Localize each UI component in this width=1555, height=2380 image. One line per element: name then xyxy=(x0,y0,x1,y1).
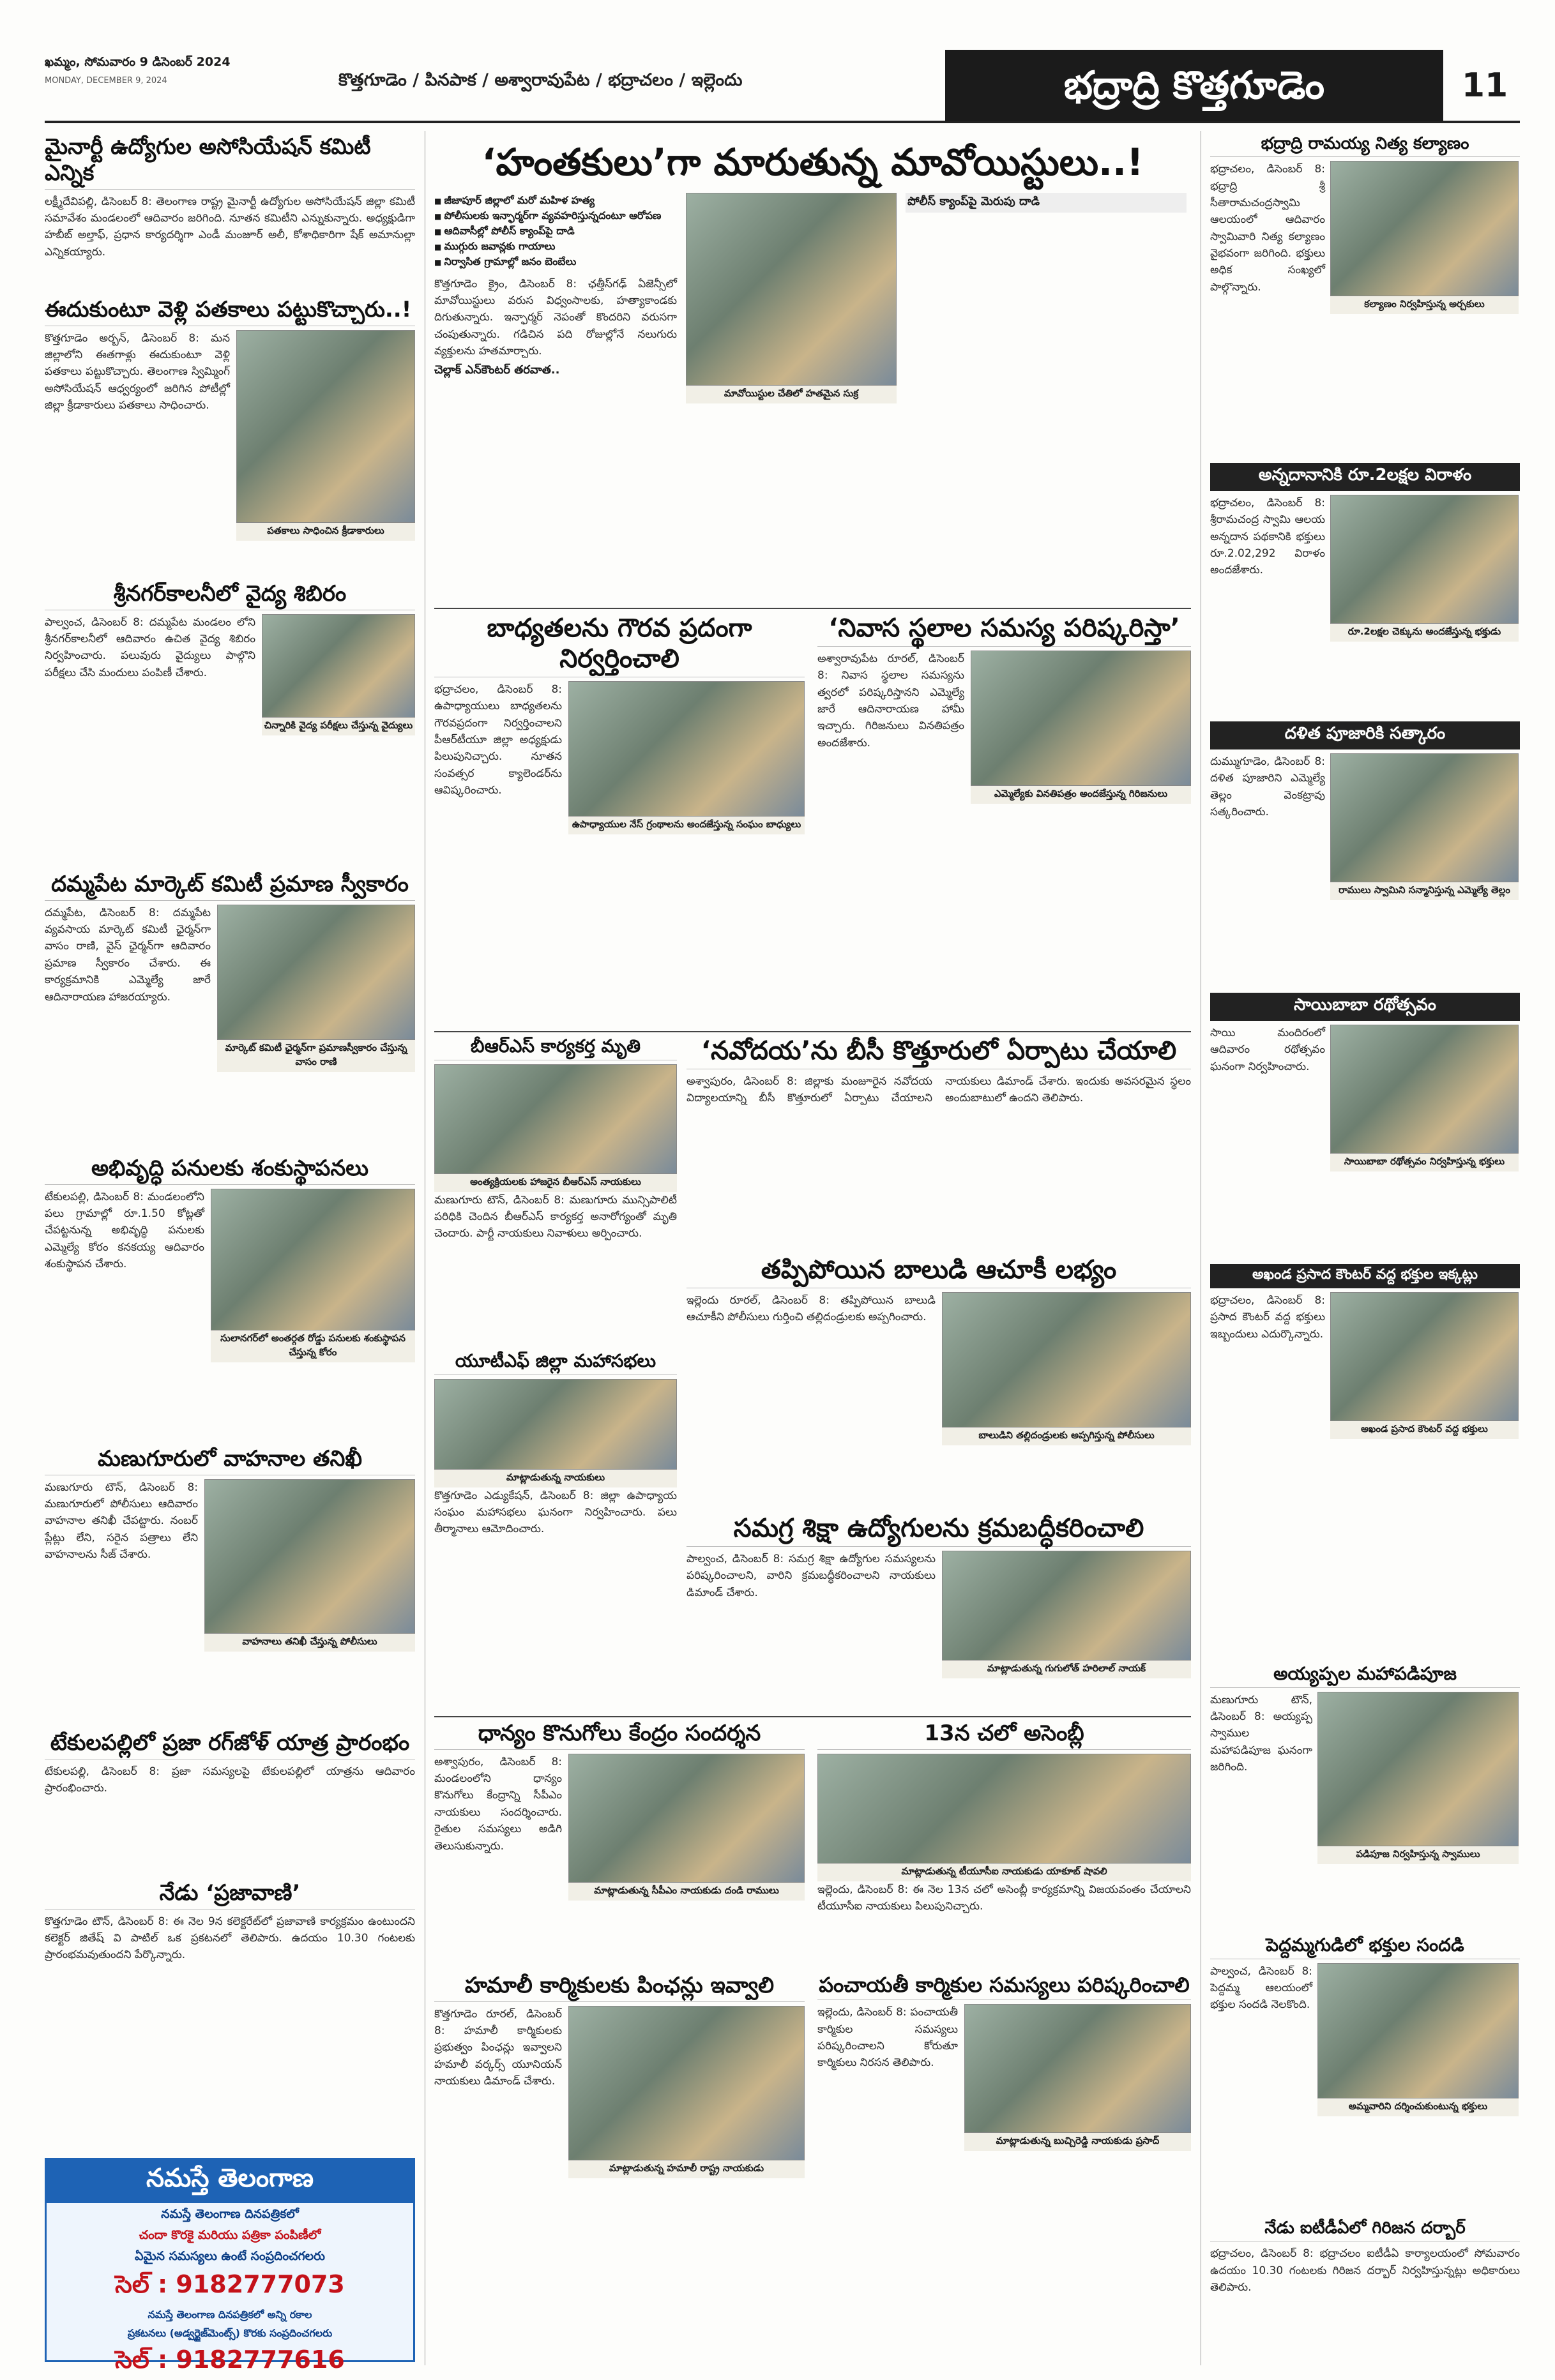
article-body: కొత్తగూడెం రూరల్, డిసెంబర్ 8: హమాలీ కార్మికులకు ప్రభుత్వం పింఛన్లు ఇవ్వాలని హమాలీ వర్కర్స్ యూనియన్ నాయకులు డిమాండ్ చేశారు. xyxy=(434,2007,562,2088)
subheading: చెల్లాక్ ఎన్‌కౌంటర్ తరవాత.. xyxy=(434,363,560,377)
photo-caption: మాట్లాడుతున్న టీయూసీఐ నాయకుడు యాకూబ్ షావలి xyxy=(817,1864,1191,1881)
headline: ఈదుకుంటూ వెళ్లి పతకాలు పట్టుకొచ్చారు..! xyxy=(45,297,415,326)
ad-phone: సెల్ : 9182777616 xyxy=(115,2346,345,2374)
headline: అభివృద్ధి పనులకు శంకుస్థాపనలు xyxy=(45,1156,415,1185)
article-vehicle-check xyxy=(45,1446,415,1727)
samagra-shiksha-photo xyxy=(942,1551,1191,1661)
headline: శ్రీనగర్‌కాలనీలో వైద్య శిబిరం xyxy=(45,581,415,610)
chalo-assembly-photo xyxy=(817,1754,1191,1864)
headline: ‘నివాస స్థలాల సమస్య పరిష్కరిస్తా’ xyxy=(817,613,1191,647)
headline: మణుగూరులో వాహనాల తనిఖీ xyxy=(45,1446,415,1475)
article-hamali-pensions xyxy=(434,1973,805,2362)
headline: సమగ్ర శిక్షా ఉద్యోగులను క్రమబద్ధీకరించాలి xyxy=(686,1513,1191,1547)
article-teachers-duties xyxy=(434,613,805,1028)
photo-caption: పతకాలు సాధించిన క్రీడాకారులు xyxy=(236,523,415,541)
headline: టేకులపల్లిలో ప్రజా రగ్‌జోళ్ యాత్ర ప్రారంభం xyxy=(45,1730,415,1759)
section-divider xyxy=(434,1031,1191,1032)
photo-caption: అంత్యక్రియలకు హాజరైన బీఆర్ఎస్ నాయకులు xyxy=(434,1174,677,1192)
headline: దళిత పూజారికి సత్కారం xyxy=(1210,721,1520,749)
padipuja-photo xyxy=(1317,1692,1519,1846)
article-body: ఇల్లెందు, డిసెంబర్ 8: పంచాయతీ కార్మికుల సమస్యలు పరిష్కరించాలని కోరుతూ కార్మికులు నిరసన తెలిపారు. xyxy=(817,2006,958,2070)
photo-caption: మాట్లాడుతున్న నాయకులు xyxy=(434,1470,677,1488)
ad-text: నమస్తే తెలంగాణ దినపత్రికలో అన్ని రకాల xyxy=(148,2308,312,2321)
headline: తప్పిపోయిన బాలుడి ఆచూకీ లభ్యం xyxy=(686,1254,1191,1288)
headline: 13న చలో అసెంబ్లీ xyxy=(817,1721,1191,1750)
article-body: భద్రాచలం, డిసెంబర్ 8: భద్రాద్రి శ్రీ సీతారామచంద్రస్వామి ఆలయంలో ఆదివారం స్వామివారి నిత్య కల్యాణం వైభవంగా జరిగింది. భక్తులు అధిక సంఖ్యలో పాల్గొన్నారు. xyxy=(1210,163,1325,294)
article-body: అశ్వాపురం, డిసెంబర్ 8: జిల్లాకు మంజూరైన నవోదయ విద్యాలయాన్ని బీసీ కొత్తూరులో ఏర్పాటు చేయాలని నాయకులు డిమాండ్ చేశారు. ఇందుకు అవసరమైన స్థలం అందుబాటులో ఉందని తెలిపారు. xyxy=(686,1075,1191,1105)
photo-caption: వాహనాలు తనిఖీ చేస్తున్న పోలీసులు xyxy=(204,1634,415,1652)
article-dalit-priest xyxy=(1210,721,1520,990)
article-grain-procurement xyxy=(434,1721,805,1970)
tribute-photo xyxy=(434,1064,677,1174)
headline: నేడు ఐటీడీఏలో గిరిజన దర్బార్ xyxy=(1210,2218,1520,2241)
edition-places: కొత్తగూడెం / పినపాక / అశ్వారావుపేట / భద్రాచలం / ఇల్లెందు xyxy=(338,70,743,90)
lead-photo xyxy=(686,193,897,386)
photo-caption: అఖండ ప్రసాద కౌంటర్ వద్ద భక్తులు xyxy=(1330,1421,1519,1439)
highlight-item: ■ ఆదివాసీల్లో పోలీస్ క్యాంప్‌పై దాడి xyxy=(434,223,677,239)
article-body: లక్ష్మీదేవిపల్లి, డిసెంబర్ 8: తెలంగాణ రాష్ట్ర మైనార్టీ ఉద్యోగుల అసోసియేషన్ జిల్లా కమిటీ సమావేశం మండలంలో ఆదివారం జరిగింది. నూతన కమిటీని ఎన్నుకున్నారు. అధ్యక్షుడిగా హబీబ్ అల్తాఫ్, ప్రధాన కార్యదర్శిగా ఎండీ మంజూర్ అలీ, కోశాధికారిగా షేక్ అమానుల్లా ఎన్నికయ్యారు. xyxy=(45,195,415,259)
date-telugu: ఖమ్మం, సోమవారం 9 డిసెంబర్ 2024 xyxy=(45,55,231,69)
lead-highlights xyxy=(434,193,677,269)
photo-caption: మాట్లాడుతున్న సీపీఎం నాయకుడు దండి రాములు xyxy=(568,1883,805,1901)
photo-caption: మార్కెట్ కమిటీ ఛైర్మన్‌గా ప్రమాణస్వీకారం చేస్తున్న వాసం రాణి xyxy=(217,1040,415,1072)
article-yatra xyxy=(45,1730,415,1877)
headline: సాయిబాబా రథోత్సవం xyxy=(1210,993,1520,1021)
panchayat-workers-photo xyxy=(964,2004,1191,2133)
photo-caption: మాట్లాడుతున్న బుచ్చిరెడ్డి నాయకుడు ప్రసాద్ xyxy=(964,2133,1191,2151)
subscription-ad xyxy=(45,2158,415,2374)
photo-caption: కల్యాణం నిర్వహిస్తున్న అర్చకులు xyxy=(1330,296,1519,314)
article-nitya-kalyanam xyxy=(1210,134,1520,460)
article-body: పాల్వంచ, డిసెంబర్ 8: దమ్మపేట మండలం లోని శ్రీనగర్‌కాలనీలో ఆదివారం ఉచిత వైద్య శిబిరం నిర్వహించారు. పలువురు వైద్యులు పాల్గొని పరీక్షలు చేసి మందులు పంపిణీ చేశారు. xyxy=(45,615,255,679)
article-ayyappa-puja xyxy=(1210,1663,1520,1931)
subheading: పోలీస్ క్యాంప్‌పై మెరుపు దాడి xyxy=(906,193,1187,213)
photo-caption: మాట్లాడుతున్న గుగులోత్ హరిలాల్ నాయక్ xyxy=(942,1661,1191,1678)
article-body: కొత్తగూడెం క్రైం, డిసెంబర్ 8: ఛత్తీస్‌గఢ్ ఏజెన్సీలో మావోయిస్టులు వరుస విధ్వంసాలకు, హత్యాకాండకు దిగుతున్నారు. ఇన్ఫార్మర్ నెపంతో కొందరిని వరుసగా చంపుతున్నారు. గడిచిన పది రోజుల్లోనే నలుగురు వ్యక్తులను హతమార్చారు. xyxy=(434,277,677,358)
article-body: మణుగూరు టౌన్, డిసెంబర్ 8: అయ్యప్ప స్వాముల మహాపడిపూజ ఘనంగా జరిగింది. xyxy=(1210,1693,1312,1774)
headline: అఖండ ప్రసాద కౌంటర్ వద్ద భక్తుల ఇక్కట్లు xyxy=(1210,1264,1520,1288)
swimmers-photo xyxy=(236,330,415,523)
headline: ‘నవోదయ’ను బీసీ కొత్తూరులో ఏర్పాటు చేయాలి xyxy=(686,1036,1191,1069)
headline: అన్నదానానికి రూ.2లక్షల విరాళం xyxy=(1210,463,1520,491)
housing-plots-photo xyxy=(971,651,1191,786)
article-chalo-assembly xyxy=(817,1721,1191,1970)
page-title: భద్రాద్రి కొత్తగూడెం xyxy=(945,50,1443,121)
highlight-item: ■ ముగ్గురు జవాన్లకు గాయాలు xyxy=(434,239,677,254)
article-prajavani xyxy=(45,1880,415,2008)
article-development-works xyxy=(45,1156,415,1443)
ad-phone: సెల్ : 9182777073 xyxy=(115,2270,345,2298)
medical-camp-photo xyxy=(262,614,415,718)
article-body: అశ్వారావుపేట రూరల్, డిసెంబర్ 8: నివాస స్థలాల సమస్యను త్వరలో పరిష్కరిస్తానని ఎమ్మెల్యే జారే ఆదినారాయణ హామీ ఇచ్చారు. గిరిజనులు వినతిపత్రం అందజేశారు. xyxy=(817,652,964,749)
headline: భద్రాద్రి రామయ్య నిత్య కల్యాణం xyxy=(1210,134,1520,157)
headline: పంచాయతీ కార్మికుల సమస్యలు పరిష్కరించాలి xyxy=(817,1973,1191,2000)
rathotsavam-photo xyxy=(1330,1025,1519,1154)
highlight-item: ■ జీజాపూర్ జిల్లాలో మరో మహిళ హత్య xyxy=(434,193,677,208)
section-divider xyxy=(434,1716,1191,1717)
photo-caption: రూ.2లక్షల చెక్కును అందజేస్తున్న భక్తుడు xyxy=(1330,624,1519,642)
headline: దమ్మపేట మార్కెట్ కమిటీ ప్రమాణ స్వీకారం xyxy=(45,871,415,901)
article-body: పాల్వంచ, డిసెంబర్ 8: పెద్దమ్మ ఆలయంలో భక్తుల సందడి నెలకొంది. xyxy=(1210,1964,1312,2012)
headline: నేడు ‘ప్రజావాణి’ xyxy=(45,1880,415,1909)
donation-photo xyxy=(1330,495,1519,624)
conference-photo xyxy=(434,1379,677,1470)
article-utf-conference xyxy=(434,1350,677,1708)
photo-caption: రాములు స్వామిని సన్మానిస్తున్న ఎమ్మెల్యే తెల్లం xyxy=(1330,882,1519,900)
article-market-committee xyxy=(45,871,415,1152)
headline: అయ్యప్పల మహాపడిపూజ xyxy=(1210,1663,1520,1688)
article-body: సాయి మందిరంలో ఆదివారం రథోత్సవం ఘనంగా నిర్వహించారు. xyxy=(1210,1027,1325,1073)
highlight-item: ■ నిర్వాసిత గ్రామాల్లో జనం బెంబేలు xyxy=(434,254,677,269)
lead-headline: ‘హంతకులు’గా మారుతున్న మావోయిస్టులు..! xyxy=(482,140,1144,184)
ad-text: ప్రకటనలు (అడ్వర్టైజ్‌మెంట్స్) కొరకు సంప్రదించగలరు xyxy=(127,2327,333,2339)
article-body: భద్రాచలం, డిసెంబర్ 8: ఉపాధ్యాయులు బాధ్యతలను గౌరవప్రదంగా నిర్వర్తించాలని పీఆర్‌టీయూ జిల్లా అధ్యక్షుడు పిలుపునిచ్చారు. నూతన సంవత్సర క్యాలెండర్‌ను ఆవిష్కరించారు. xyxy=(434,683,562,797)
article-body: కొత్తగూడెం ఎడ్యుకేషన్, డిసెంబర్ 8: జిల్లా ఉపాధ్యాయ సంఘం మహాసభలు ఘనంగా నిర్వహించారు. పలు తీర్మానాలు ఆమోదించారు. xyxy=(434,1489,677,1536)
article-missing-boy xyxy=(686,1254,1191,1510)
hamali-workers-photo xyxy=(568,2006,805,2160)
ad-text: చందా కొరకై మరియు పత్రికా పంపిణీలో xyxy=(139,2228,321,2242)
photo-caption: పడిపూజ నిర్వహిస్తున్న స్వాములు xyxy=(1317,1846,1519,1864)
development-works-photo xyxy=(211,1189,415,1330)
article-brs-worker-death xyxy=(434,1036,677,1348)
teachers-photo xyxy=(568,681,805,817)
grain-center-photo xyxy=(568,1754,805,1883)
article-medical-camp xyxy=(45,581,415,868)
article-body: భద్రాచలం, డిసెంబర్ 8: ప్రసాద కౌంటర్ వద్ద భక్తులు ఇబ్బందులు ఎదుర్కొన్నారు. xyxy=(1210,1294,1325,1341)
kalyanam-photo xyxy=(1330,161,1519,296)
article-navodaya xyxy=(686,1036,1191,1253)
photo-caption: ఎమ్మెల్యేకు వినతిపత్రం అందజేస్తున్న గిరిజనులు xyxy=(971,786,1191,804)
headline: పెద్దమ్మగుడిలో భక్తుల సందడి xyxy=(1210,1934,1520,1959)
headline: బీఆర్ఎస్ కార్యకర్త మృతి xyxy=(434,1036,677,1060)
article-body: కొత్తగూడెం అర్బన్, డిసెంబర్ 8: మన జిల్లాలోని ఈతగాళ్లు ఈదుకుంటూ వెళ్లి పతకాలు పట్టుకొచ్చారు. తెలంగాణ స్విమ్మింగ్ అసోసియేషన్ ఆధ్వర్యంలో జరిగిన పోటీల్లో జిల్లా క్రీడాకారులు పతకాలు సాధించారు. xyxy=(45,331,230,412)
article-swimmers xyxy=(45,297,415,578)
article-panchayat-workers xyxy=(817,1973,1191,2362)
article-body: అశ్వాపురం, డిసెంబర్ 8: మండలంలోని ధాన్యం కొనుగోలు కేంద్రాన్ని సీపీఎం నాయకులు సందర్శించారు. రైతుల సమస్యలు అడిగి తెలుసుకున్నారు. xyxy=(434,1755,562,1853)
photo-caption: సులానగర్‌లో అంతర్గత రోడ్డు పనులకు శంకుస్థాపన చేస్తున్న కోరం xyxy=(211,1330,415,1362)
article-peddamma-temple xyxy=(1210,1934,1520,2215)
page-number: 11 xyxy=(1461,66,1508,105)
prasadam-counter-photo xyxy=(1330,1292,1519,1421)
article-annadanam-donation xyxy=(1210,463,1520,718)
article-body: భద్రాచలం, డిసెంబర్ 8: భద్రాచలం ఐటీడీఏ కార్యాలయంలో సోమవారం ఉదయం 10.30 గంటలకు గిరిజన దర్బార్ నిర్వహిస్తున్నట్లు అధికారులు తెలిపారు. xyxy=(1210,2247,1520,2294)
ad-text: నమస్తే తెలంగాణ దినపత్రికలో xyxy=(161,2207,299,2221)
headline: బాధ్యతలను గౌరవ ప్రదంగా నిర్వర్తించాలి xyxy=(434,613,805,677)
article-saibaba-rathotsavam xyxy=(1210,993,1520,1261)
article-body: భద్రాచలం, డిసెంబర్ 8: శ్రీరామచంద్ర స్వామి ఆలయ అన్నదాన పథకానికి భక్తులు రూ.2.02,292 విరాళం అందజేశారు. xyxy=(1210,497,1325,577)
article-body: మణుగూరు టౌన్, డిసెంబర్ 8: మణుగూరులో పోలీసులు ఆదివారం వాహనాల తనిఖీ చేపట్టారు. నంబర్ ప్లేట్లు లేని, సరైన పత్రాలు లేని వాహనాలను సీజ్ చేశారు. xyxy=(45,1480,198,1562)
headline: మైనార్టీ ఉద్యోగుల అసోసియేషన్ కమిటీ ఎన్నిక xyxy=(45,134,415,190)
article-body: దుమ్ముగూడెం, డిసెంబర్ 8: దళిత పూజారిని ఎమ్మెల్యే తెల్లం వెంకట్రావు సత్కరించారు. xyxy=(1210,755,1325,819)
article-body: ఇల్లెందు రూరల్, డిసెంబర్ 8: తప్పిపోయిన బాలుడి ఆచూకీని పోలీసులు గుర్తించి తల్లిదండ్రులకు అప్పగించారు. xyxy=(686,1294,936,1324)
date-english: MONDAY, DECEMBER 9, 2024 xyxy=(45,76,167,86)
article-body: కొత్తగూడెం టౌన్, డిసెంబర్ 8: ఈ నెల 9న కలెక్టరేట్‌లో ప్రజావాణి కార్యక్రమం ఉంటుందని కలెక్టర్ జితేష్ వి పాటిల్ ఒక ప్రకటనలో తెలిపారు. ఉదయం 10.30 గంటలకు ప్రారంభమవుతుందని పేర్కొన్నారు. xyxy=(45,1915,415,1962)
photo-caption: సాయిబాబా రథోత్సవం నిర్వహిస్తున్న భక్తులు xyxy=(1330,1154,1519,1171)
article-samagra-shiksha xyxy=(686,1513,1191,1711)
headline: యూటీఎఫ్ జిల్లా మహాసభలు xyxy=(434,1350,677,1375)
article-prasadam-counter xyxy=(1210,1264,1520,1660)
article-body: దమ్మపేట, డిసెంబర్ 8: దమ్మపేట వ్యవసాయ మార్కెట్ కమిటీ ఛైర్మన్‌గా వాసం రాణి, వైస్ ఛైర్మన్‌గా ఆదివారం ప్రమాణ స్వీకారం చేశారు. ఈ కార్యక్రమానికి ఎమ్మెల్యే జారే ఆదినారాయణ హాజరయ్యారు. xyxy=(45,906,211,1004)
lead-article-maoists xyxy=(434,140,1191,606)
peddamma-temple-photo xyxy=(1317,1963,1519,2098)
article-housing-plots xyxy=(817,613,1191,1028)
article-body: మణుగూరు టౌన్, డిసెంబర్ 8: మణుగూరు మున్సిపాలిటీ పరిధికి చెందిన బీఆర్ఎస్ కార్యకర్త అనారోగ్యంతో మృతి చెందారు. పార్టీ నాయకులు నివాళులు అర్పించారు. xyxy=(434,1193,677,1240)
photo-caption: ఉపాధ్యాయుల నేస్ గ్రంథాలను అందజేస్తున్న సంఘం బాధ్యులు xyxy=(568,817,805,834)
headline: ధాన్యం కొనుగోలు కేంద్రం సందర్శన xyxy=(434,1721,805,1750)
market-committee-photo xyxy=(217,905,415,1040)
photo-caption: మావోయిస్టుల చేతిలో హతమైన సుక్ర xyxy=(686,386,897,403)
article-minority-association xyxy=(45,134,415,294)
dateline xyxy=(45,55,338,86)
section-divider xyxy=(434,608,1191,609)
highlight-item: ■ పోలీసులకు ఇన్ఫార్మర్‌గా వ్యవహరిస్తున్నదంటూ ఆరోపణ xyxy=(434,208,677,223)
photo-caption: మాట్లాడుతున్న హమాలీ రాష్ట్ర నాయకుడు xyxy=(568,2160,805,2178)
newspaper-logo: నమస్తే తెలంగాణ xyxy=(47,2160,413,2203)
photo-caption: చిన్నారికి వైద్య పరీక్షలు చేస్తున్న వైద్యులు xyxy=(262,718,415,735)
masthead xyxy=(45,50,1520,123)
article-body: పాల్వంచ, డిసెంబర్ 8: సమగ్ర శిక్షా ఉద్యోగుల సమస్యలను పరిష్కరించాలని, వారిని క్రమబద్ధీకరించాలని నాయకులు డిమాండ్ చేశారు. xyxy=(686,1553,936,1599)
headline: హమాలీ కార్మికులకు పింఛన్లు ఇవ్వాలి xyxy=(434,1973,805,2002)
photo-caption: బాలుడిని తల్లిదండ్రులకు అప్పగిస్తున్న పోలీసులు xyxy=(942,1427,1191,1445)
photo-caption: అమ్మవారిని దర్శించుకుంటున్న భక్తులు xyxy=(1317,2098,1519,2116)
felicitation-photo xyxy=(1330,753,1519,882)
vehicle-check-photo xyxy=(204,1479,415,1634)
article-body: టేకులపల్లి, డిసెంబర్ 8: మండలంలోని పలు గ్రామాల్లో రూ.1.50 కోట్లతో చేపట్టనున్న అభివృద్ధి పనులకు ఎమ్మెల్యే కోరం కనకయ్య ఆదివారం శంకుస్థాపన చేశారు. xyxy=(45,1190,204,1271)
ad-text: ఏమైన సమస్యలు ఉంటే సంప్రదించగలరు xyxy=(135,2249,325,2263)
article-girijana-darbar xyxy=(1210,2218,1520,2365)
article-body: టేకులపల్లి, డిసెంబర్ 8: ప్రజా సమస్యలపై టేకులపల్లిలో యాత్రను ఆదివారం ప్రారంభించారు. xyxy=(45,1765,415,1795)
missing-boy-photo xyxy=(942,1292,1191,1427)
article-body: ఇల్లెందు, డిసెంబర్ 8: ఈ నెల 13న చలో అసెంబ్లీ కార్యక్రమాన్ని విజయవంతం చేయాలని టీయూసీఐ నాయకులు పిలుపునిచ్చారు. xyxy=(817,1883,1191,1913)
